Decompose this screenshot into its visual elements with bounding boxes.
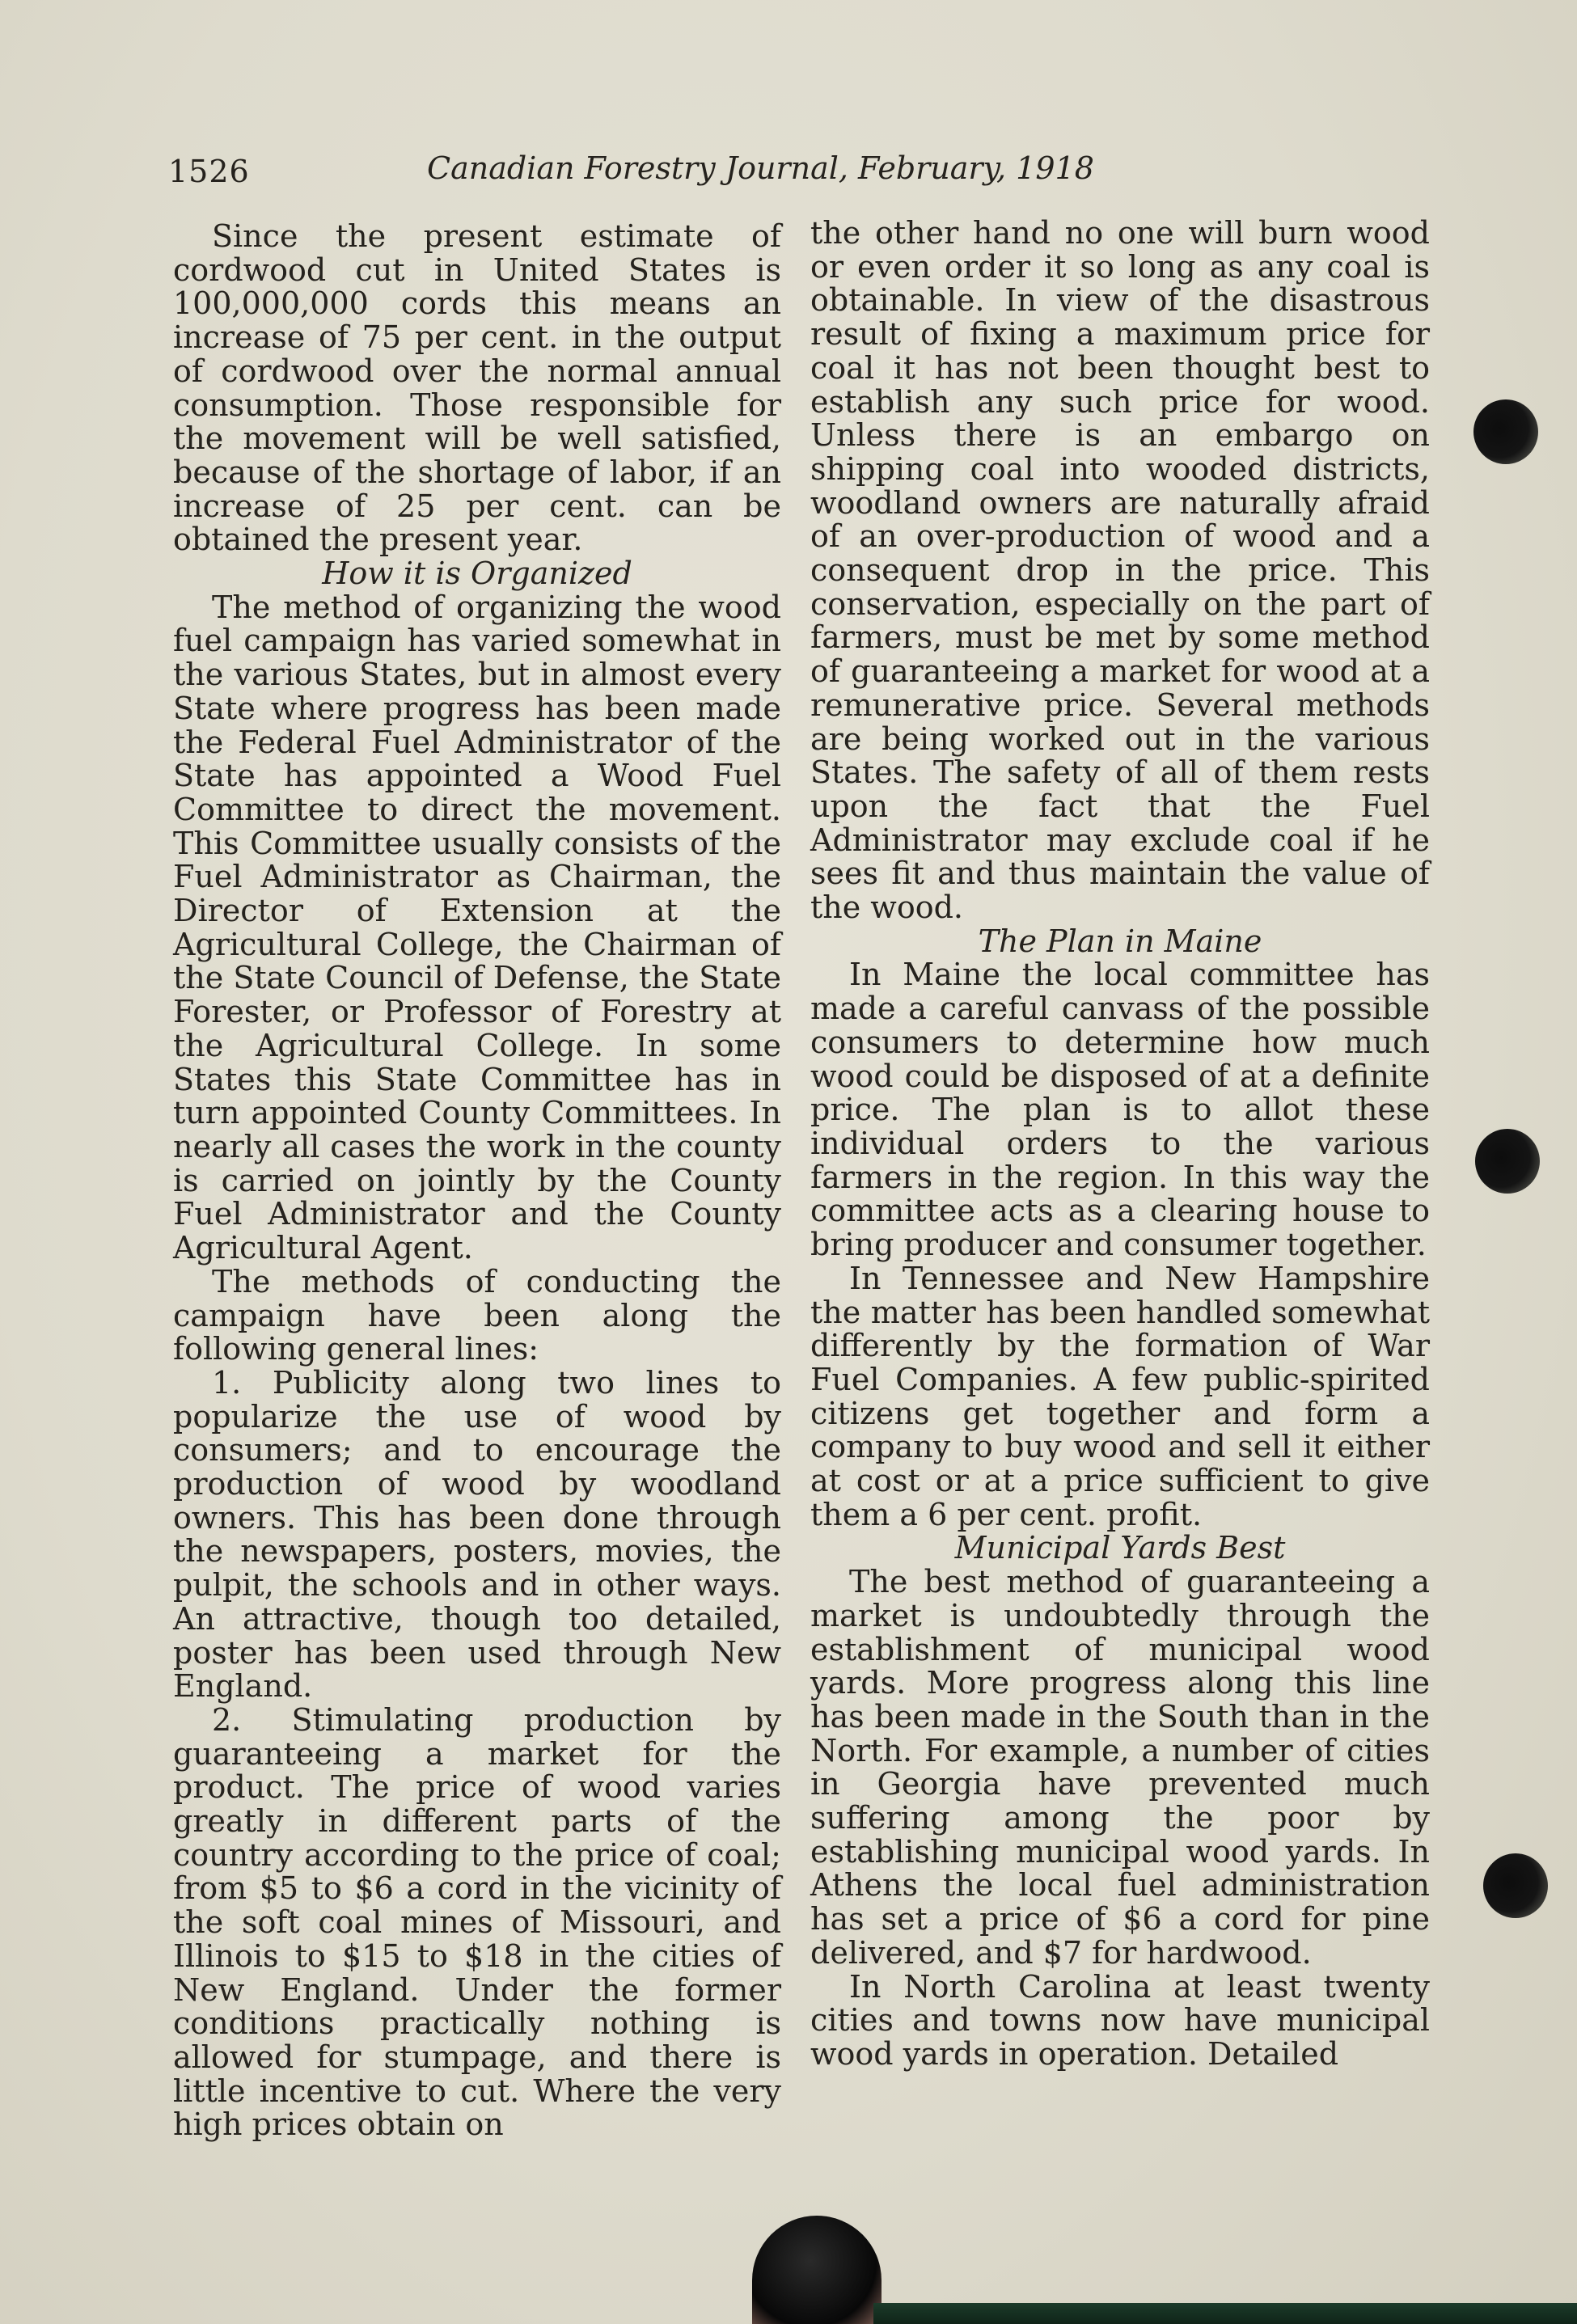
binder-hole bbox=[1475, 1129, 1540, 1194]
page-header bbox=[168, 147, 1139, 196]
paragraph: The method of organizing the wood fuel campaign has varied somewhat in the various States, but in almost every State where progress has been made the Federal Fuel Administrator of the State has appointed a Wood Fuel Committee to direct the movement. This Committee usually consists of the Fuel Administrator as Chairman, the Director of Extension at the Agricultural College, the Chairman of the State Council of Defense, the State Forester, or Professor of Forestry at the Agricultural College. In some States this State Committee has in turn appointed County Committees. In nearly all cases the work in the county is carried on jointly by the County Fuel Administrator and the County Agricultural Agent. bbox=[173, 589, 781, 1266]
binder-hole bbox=[1473, 399, 1538, 464]
paragraph: In Tennessee and New Hampshire the matter has been handled somewhat differently by the formation of War Fuel Companies. A few public-spirited citizens get together and form a company to buy wood and sell it either at cost or at a price sufficient to give them a 6 per cent. profit. bbox=[810, 1260, 1430, 1532]
paragraph: In Maine the local committee has made a careful canvass of the possible consumers to determine how much wood could be disposed of at a definite price. The plan is to allot these individual orders to the various farmers in the region. In this way the committee acts as a clearing house to bring producer and consumer together. bbox=[810, 957, 1430, 1263]
paragraph: Since the present estimate of cordwood cut in United States is 100,000,000 cords this means an increase of 75 per cent. in the output of cordwood over the normal annual consumption. Those responsible for the movement will be well satisfied, because of the shortage of labor, if an increase of 25 per cent. can be obtained the present year. bbox=[173, 218, 781, 558]
right-column bbox=[810, 217, 1430, 2072]
paragraph: the other hand no one will burn wood or even order it so long as any coal is obtainable. In view of the disastrous result of fixing a maximum price for coal it has not been thought best to establish any such price for wood. Unless there is an embargo on shipping coal into wooded districts, woodland owners are naturally afraid of an over-production of wood and a consequent drop in the price. This conservation, especially on the part of farmers, must be met by some method of guaranteeing a market for wood at a remunerative price. Several methods are being worked out in the various States. The safety of all of them rests upon the fact that the Fuel Administrator may exclude coal if he sees fit and thus maintain the value of the wood. bbox=[810, 215, 1430, 926]
scanner-finger bbox=[752, 2216, 882, 2324]
paragraph: 1. Publicity along two lines to popularize the use of wood by consumers; and to encourage the production of wood by woodland owners. This has been done through the newspapers, posters, movies, the pulpit, the schools and in other ways. An attractive, though too detailed, poster has been used through New England. bbox=[173, 1364, 781, 1705]
page-number: 1526 bbox=[168, 154, 250, 189]
page-bottom-edge bbox=[873, 2303, 1577, 2324]
section-heading: Municipal Yards Best bbox=[954, 1530, 1286, 1566]
left-column bbox=[173, 220, 781, 2142]
section-heading: How it is Organized bbox=[322, 556, 632, 592]
section-heading: The Plan in Maine bbox=[978, 923, 1262, 959]
paragraph: The methods of conducting the campaign have been along the following general lines: bbox=[173, 1263, 781, 1367]
paragraph: The best method of guaranteeing a market is undoubtedly through the establishment of municipal wood yards. More progress along this line has been made in the South than in the North. For example, a number of cities in Georgia have prevented much suffering among the poor by establishing municipal wood yards. In Athens the local fuel administration has set a price of $6 a cord for pine delivered, and $7 for hardwood. bbox=[810, 1564, 1430, 1971]
paragraph: 2. Stimulating production by guaranteeing a market for the product. The price of wood varies greatly in different parts of the country according to the price of coal; from $5 to $6 a cord in the vicinity of the soft coal mines of Missouri, and Illinois to $15 to $18 in the cities of New England. Under the former conditions practically nothing is allowed for stumpage, and there is little incentive to cut. Where the very high prices obtain on bbox=[173, 1701, 781, 2143]
journal-title: Canadian Forestry Journal, February, 1918 bbox=[427, 150, 1094, 186]
paragraph: In North Carolina at least twenty cities and towns now have municipal wood yards in operation. Detailed bbox=[810, 1968, 1430, 2072]
binder-hole bbox=[1483, 1853, 1548, 1918]
